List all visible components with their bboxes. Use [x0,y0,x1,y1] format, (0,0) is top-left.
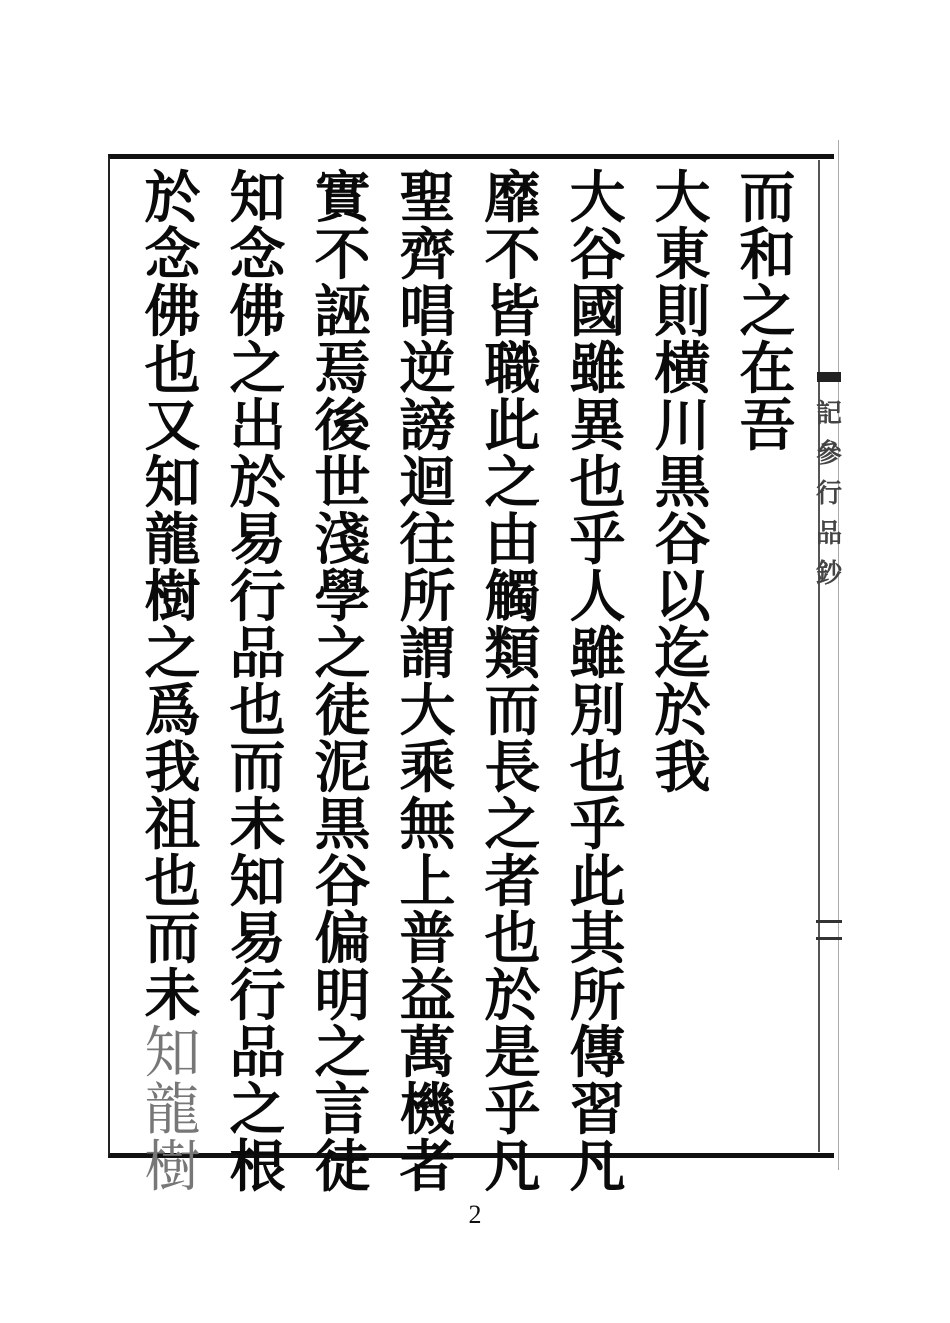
character: 益 [399,963,456,1029]
character: 念 [144,222,201,288]
character: 也 [569,735,626,801]
character: 之 [314,621,371,687]
character: 所 [569,963,626,1029]
fishtail-mark [817,372,841,382]
character: 黒 [314,792,371,858]
character: 和 [739,222,796,288]
character: 佛 [229,279,286,345]
character: 龍 [144,507,201,573]
character: 易 [229,906,286,972]
text-column [385,165,470,1200]
character: 谷 [314,849,371,915]
character: 吾 [739,393,796,459]
character: 謂 [399,621,456,687]
character: 此 [484,393,541,459]
character: 偏 [314,906,371,972]
character: 而 [739,165,796,231]
margin-title-column [816,372,842,612]
character: 也 [569,450,626,516]
character: 乎 [569,792,626,858]
character: 以 [654,564,711,630]
character: 是 [484,1020,541,1086]
character: 之 [229,336,286,402]
character: 大 [569,165,626,231]
character: 凡 [484,1134,541,1200]
character: 異 [569,393,626,459]
character: 不 [314,222,371,288]
character: 萬 [399,1020,456,1086]
character: 行 [229,564,286,630]
character: 別 [569,678,626,744]
character: 佛 [144,279,201,345]
character: 聖 [399,165,456,231]
character: 焉 [314,336,371,402]
character: 長 [484,735,541,801]
character: 徒 [314,1134,371,1200]
character: 之 [484,450,541,516]
character: 也 [484,906,541,972]
character: 不 [484,222,541,288]
character: 徒 [314,678,371,744]
character: 於 [144,165,201,231]
character: 雖 [569,336,626,402]
character: 念 [229,222,286,288]
character: 祖 [144,792,201,858]
character: 行 [229,963,286,1029]
character: 人 [569,564,626,630]
character: 之 [739,279,796,345]
character: 機 [399,1077,456,1143]
character: 者 [484,849,541,915]
margin-character: 品 [816,519,843,549]
character: 凡 [569,1134,626,1200]
character: 於 [484,963,541,1029]
character: 泥 [314,735,371,801]
character: 而 [229,735,286,801]
character: 普 [399,906,456,972]
character: 東 [654,222,711,288]
character: 之 [229,1077,286,1143]
character: 也 [229,678,286,744]
character: 則 [654,279,711,345]
character: 逆 [399,336,456,402]
character: 未 [229,792,286,858]
character: 往 [399,507,456,573]
character: 於 [229,450,286,516]
character: 知 [229,165,286,231]
character: 品 [229,1020,286,1086]
character: 後 [314,393,371,459]
character: 知 [144,450,201,516]
text-column [215,165,300,1200]
text-column [555,165,640,1200]
margin-title [816,394,842,594]
character: 雖 [569,621,626,687]
character: 易 [229,507,286,573]
text-column [130,165,215,1200]
character: 學 [314,564,371,630]
character: 唱 [399,279,456,345]
character: 此 [569,849,626,915]
character: 樹 [144,564,201,630]
character: 而 [144,906,201,972]
character: 誣 [314,279,371,345]
margin-character: 記 [816,399,843,429]
character: 樹 [144,1135,201,1200]
character: 出 [229,393,286,459]
character: 大 [399,678,456,744]
character: 世 [314,450,371,516]
character: 谷 [654,507,711,573]
margin-ticks [816,920,842,954]
character: 之 [484,792,541,858]
character: 乘 [399,735,456,801]
character: 之 [144,621,201,687]
character: 我 [654,735,711,801]
character: 之 [314,1020,371,1086]
character: 其 [569,906,626,972]
character: 知 [144,1021,201,1086]
character: 也 [144,849,201,915]
character: 迄 [654,621,711,687]
margin-character: 行 [816,479,843,509]
character: 横 [654,336,711,402]
character: 品 [229,621,286,687]
character: 川 [654,393,711,459]
character: 國 [569,279,626,345]
character: 乎 [484,1077,541,1143]
character: 言 [314,1077,371,1143]
character: 由 [484,507,541,573]
character: 齊 [399,222,456,288]
character: 乎 [569,507,626,573]
character: 淺 [314,507,371,573]
character: 而 [484,678,541,744]
page-number: 2 [468,1200,482,1229]
text-column [640,165,725,1150]
character: 知 [229,849,286,915]
character: 傳 [569,1020,626,1086]
character: 習 [569,1077,626,1143]
page-edge-line [838,140,839,1170]
character: 大 [654,165,711,231]
character: 未 [144,963,201,1029]
character: 者 [399,1134,456,1200]
character: 類 [484,621,541,687]
character: 無 [399,792,456,858]
character: 黒 [654,450,711,516]
character: 龍 [144,1078,201,1143]
fold-line [818,160,820,1152]
character: 謗 [399,393,456,459]
character: 皆 [484,279,541,345]
text-column [470,165,555,1200]
margin-character: 參 [816,439,843,469]
character: 所 [399,564,456,630]
character: 靡 [484,165,541,231]
character: 上 [399,849,456,915]
character: 觸 [484,564,541,630]
vertical-text-body [130,165,810,1200]
character: 職 [484,336,541,402]
text-column [725,165,810,1150]
text-column [300,165,385,1200]
character: 根 [229,1134,286,1200]
margin-character: 鈔 [816,559,843,589]
character: 谷 [569,222,626,288]
character: 實 [314,165,371,231]
character: 我 [144,735,201,801]
character: 迴 [399,450,456,516]
character: 又 [144,393,201,459]
character: 在 [739,336,796,402]
character: 明 [314,963,371,1029]
character: 爲 [144,678,201,744]
character: 於 [654,678,711,744]
character: 也 [144,336,201,402]
